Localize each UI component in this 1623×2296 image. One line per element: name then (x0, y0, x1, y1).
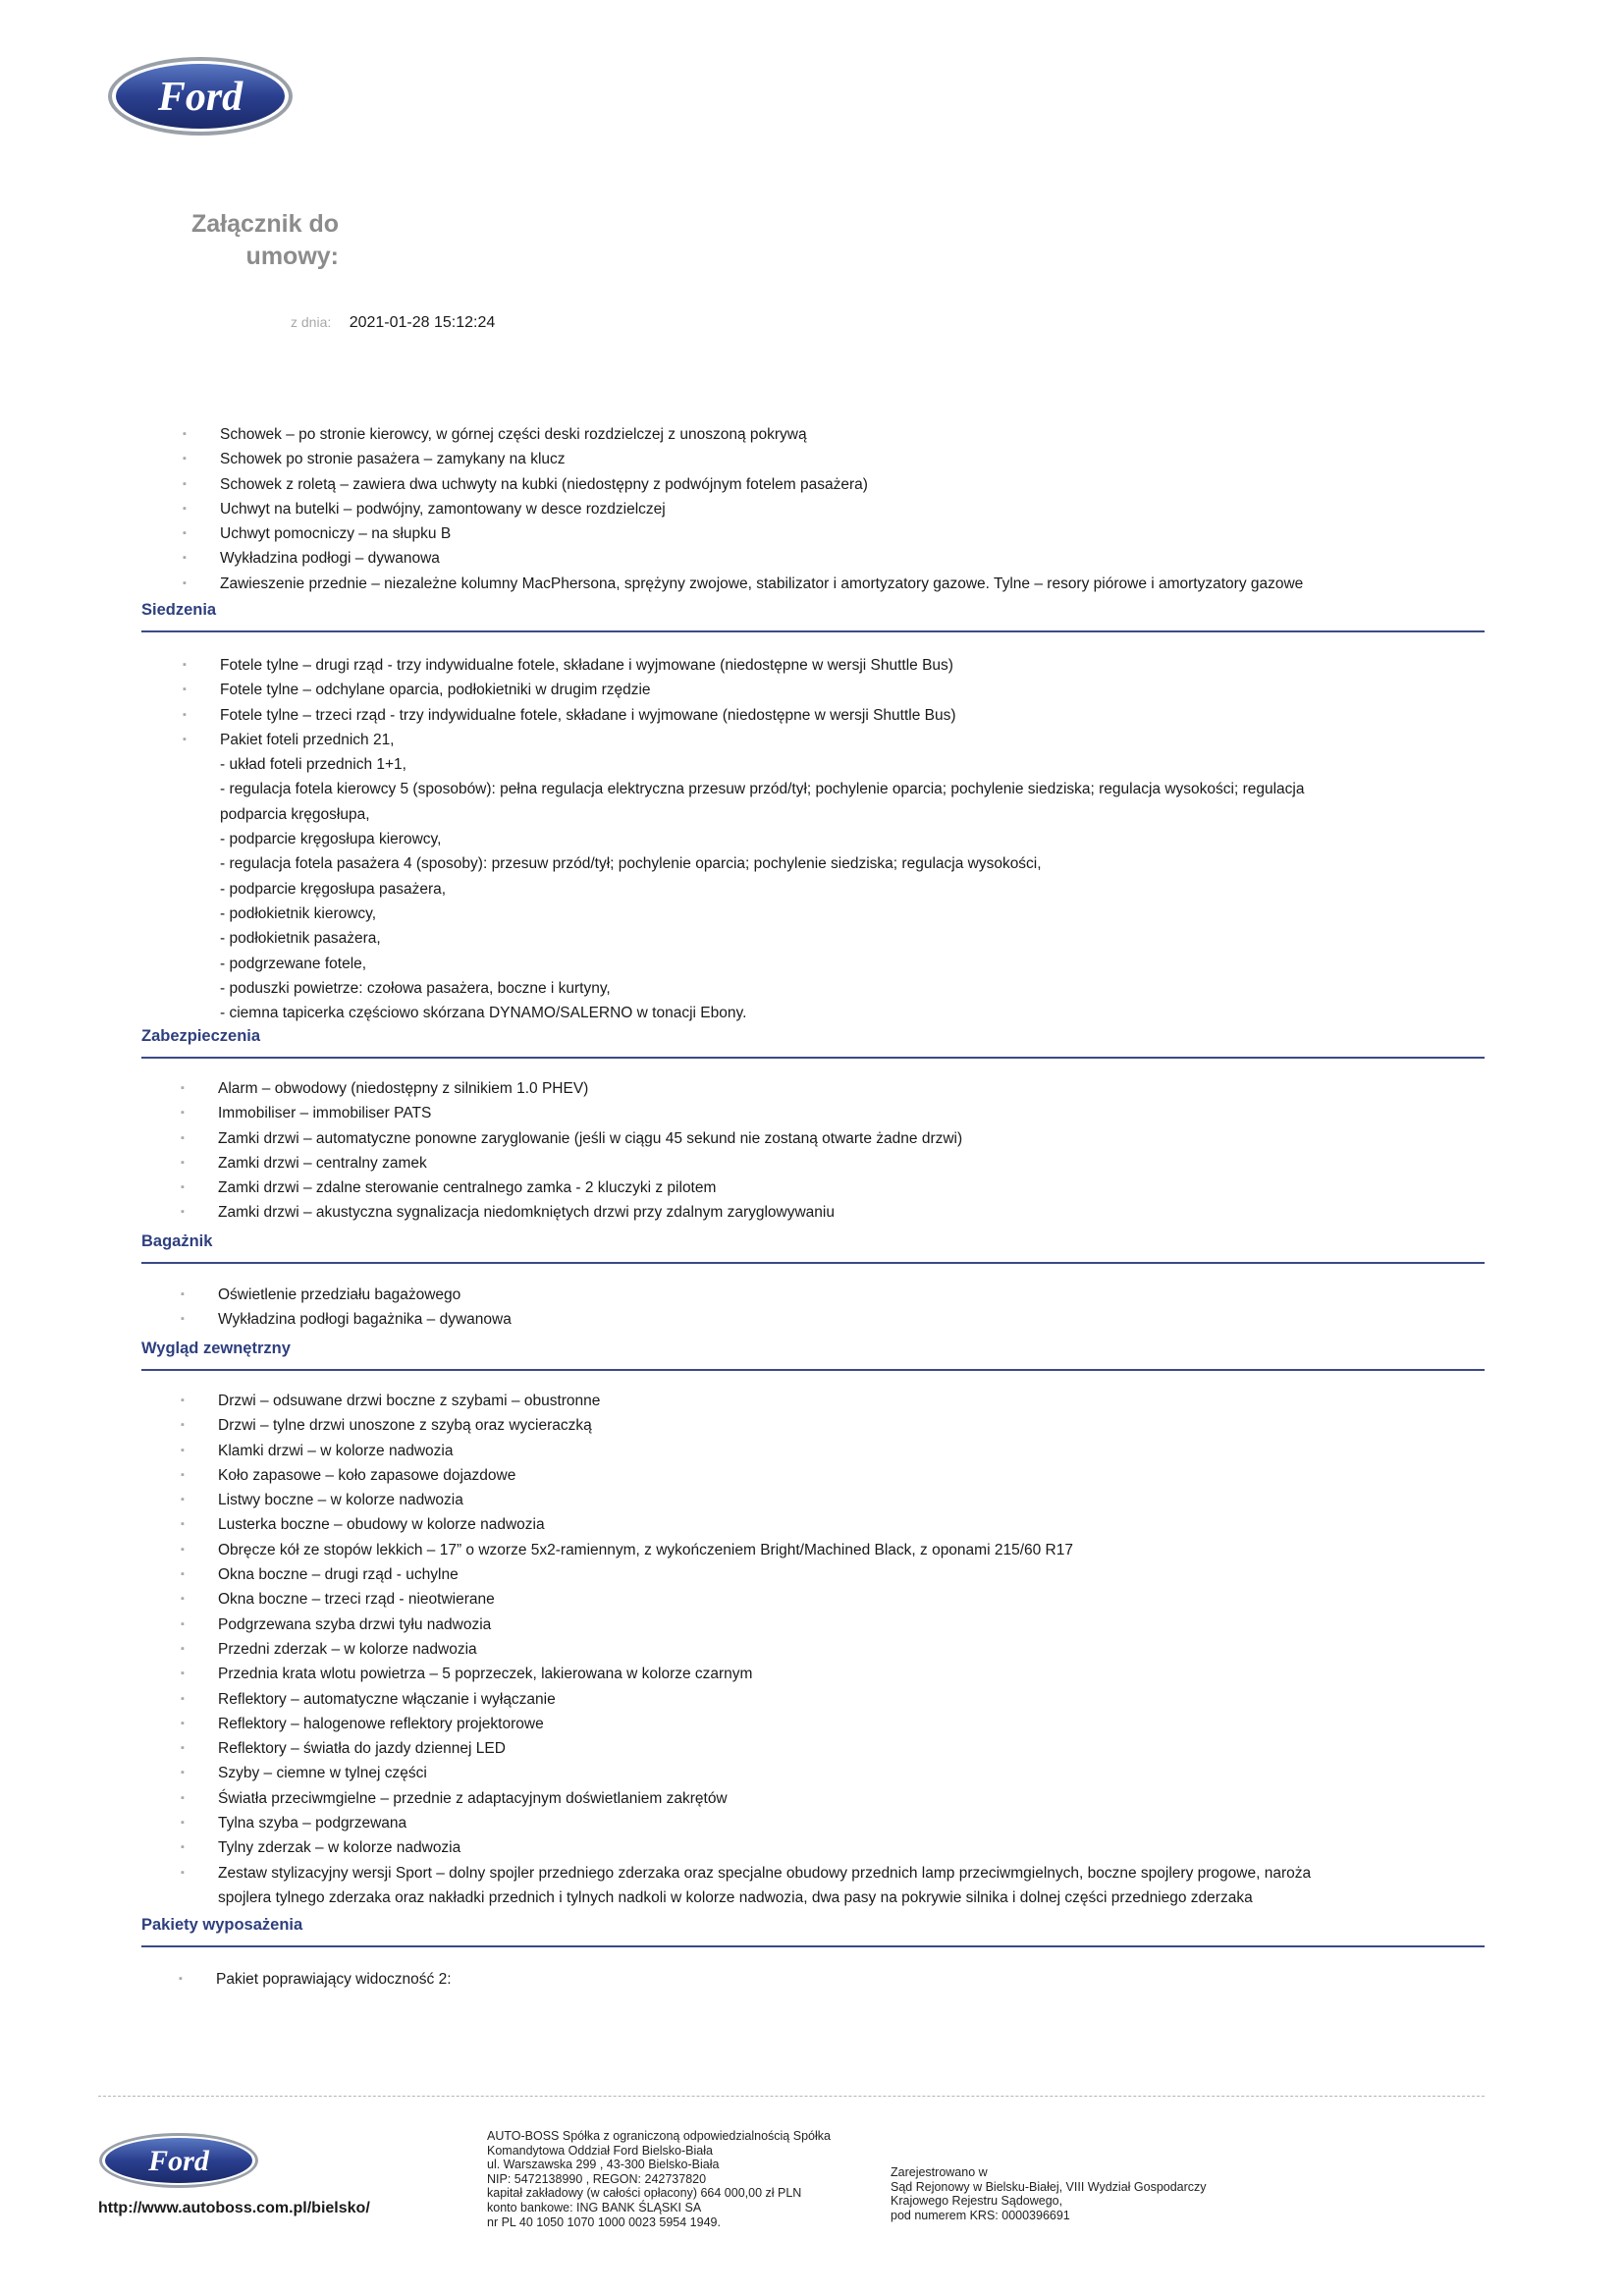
sub-item: - ciemna tapicerka częściowo skórzana DYNAMO/SALERNO w tonacji Ebony. (220, 1005, 747, 1022)
company-line: Komandytowa Oddział Ford Bielsko-Biała (487, 2143, 713, 2158)
list-item: ▪ Zawieszenie przednie – niezależne kolumny MacPhersona, sprężyny zwojowe, stabilizator i amortyzatory gazowe. Tylne – resory piórowe i amortyzatory gazowe (183, 572, 1303, 596)
list-item: ▪ Klamki drzwi – w kolorze nadwozia (181, 1439, 1311, 1463)
bagaznik-list (181, 1283, 512, 1333)
date-label: z dnia: (291, 314, 332, 330)
list-item: ▪ Podgrzewana szyba drzwi tyłu nadwozia (181, 1613, 1311, 1637)
list-item: ▪ Uchwyt pomocniczy – na słupku B (183, 521, 1303, 546)
list-item: ▪ Okna boczne – trzeci rząd - nieotwierane (181, 1587, 1311, 1612)
sub-item: - podparcie kręgosłupa pasażera, (220, 880, 447, 898)
section-divider (141, 1262, 1485, 1264)
list-item: ▪ Zamki drzwi – zdalne sterowanie centralnego zamka - 2 kluczyki z pilotem (181, 1175, 962, 1200)
list-item: ▪ Listwy boczne – w kolorze nadwozia (181, 1488, 1311, 1512)
svg-text:Ford: Ford (157, 75, 243, 120)
page-title: Załącznik do umowy: (190, 210, 339, 270)
list-item: ▪ Alarm – obwodowy (niedostępny z silnikiem 1.0 PHEV) (181, 1076, 962, 1101)
section-divider (141, 1369, 1485, 1371)
section-title-pakiety-wyposazenia: Pakiety wyposażenia (141, 1916, 303, 1934)
sub-item: - regulacja fotela kierowcy 5 (sposobów): pełna regulacja elektryczna przesuw przód/tył; pochylenie oparcia; pochylenie siedziska; regulacja wysokości; regulacja (220, 781, 1305, 798)
list-item: ▪ Fotele tylne – trzeci rząd - trzy indywidualne fotele, składane i wyjmowane (niedostępne w wersji Shuttle Bus) (183, 703, 1305, 728)
list-item: ▪ Koło zapasowe – koło zapasowe dojazdowe (181, 1463, 1311, 1488)
section-title-wyglad-zewnetrzny: Wygląd zewnętrzny (141, 1339, 291, 1357)
list-item: ▪ Pakiet poprawiający widoczność 2: (179, 1967, 452, 1992)
section-divider (141, 1057, 1485, 1059)
list-item: ▪ Wykładzina podłogi – dywanowa (183, 546, 1303, 571)
list-item: ▪ Uchwyt na butelki – podwójny, zamontowany w desce rozdzielczej (183, 497, 1303, 521)
list-item: ▪ Szyby – ciemne w tylnej części (181, 1761, 1311, 1785)
list-item: ▪ Immobiliser – immobiliser PATS (181, 1101, 962, 1125)
list-item: ▪ Światła przeciwmgielne – przednie z adaptacyjnym doświetlaniem zakrętów (181, 1786, 1311, 1811)
company-line: nr PL 40 1050 1070 1000 0023 5954 1949. (487, 2214, 721, 2229)
list-item: ▪ Zamki drzwi – automatyczne ponowne zaryglowanie (jeśli w ciągu 45 sekund nie zostaną otwarte żadne drzwi) (181, 1126, 962, 1151)
list-item: ▪ Reflektory – automatyczne włączanie i wyłączanie (181, 1687, 1311, 1712)
footer-ford-logo (98, 2132, 259, 2189)
list-item: ▪ Pakiet foteli przednich 21, (183, 728, 1305, 752)
list-item: ▪ Fotele tylne – odchylane oparcia, podłokietniki w drugim rzędzie (183, 678, 1305, 702)
ford-logo (106, 55, 295, 137)
date-value: 2021-01-28 15:12:24 (349, 314, 496, 331)
registry-line: Zarejestrowano w (891, 2165, 988, 2179)
section-divider (141, 1945, 1485, 1947)
sub-item: - poduszki powietrze: czołowa pasażera, boczne i kurtyny, (220, 979, 611, 997)
list-item: ▪ Okna boczne – drugi rząd - uchylne (181, 1562, 1311, 1587)
company-line: AUTO-BOSS Spółka z ograniczoną odpowiedzialnością Spółka (487, 2129, 831, 2143)
ford-oval-icon (98, 2132, 259, 2189)
list-item: ▪ Lusterka boczne – obudowy w kolorze nadwozia (181, 1512, 1311, 1537)
list-item: ▪ Drzwi – tylne drzwi unoszone z szybą oraz wycieraczką (181, 1413, 1311, 1438)
list-item: ▪ Zamki drzwi – centralny zamek (181, 1151, 962, 1175)
company-line: ul. Warszawska 299 , 43-300 Bielsko-Biała (487, 2158, 720, 2172)
company-line: kapitał zakładowy (w całości opłacony) 664 000,00 zł PLN (487, 2186, 802, 2201)
sub-item: - podparcie kręgosłupa kierowcy, (220, 831, 442, 848)
list-item-continuation: spojlera tylnego zderzaka oraz nakładki przednich i tylnych nadkoli w kolorze nadwozia, dwa pasy na pokrywie silnika i dolnej części przedniego zderzaka (218, 1888, 1253, 1906)
section-divider (141, 630, 1485, 632)
sub-item: - podgrzewane fotele, (220, 955, 367, 972)
list-item: ▪ Obręcze kół ze stopów lekkich – 17” o wzorze 5x2-ramiennym, z wykończeniem Bright/Machined Black, z oponami 215/60 R17 (181, 1538, 1311, 1562)
registry-line: Krajowego Rejestru Sądowego, (891, 2194, 1063, 2209)
list-item: ▪ Reflektory – światła do jazdy dziennej LED (181, 1736, 1311, 1761)
sub-item: podparcia kręgosłupa, (220, 805, 370, 823)
list-item: ▪ Schowek po stronie pasażera – zamykany na klucz (183, 447, 1303, 471)
sub-item: - układ foteli przednich 1+1, (220, 756, 406, 774)
list-item: ▪ Zestaw stylizacyjny wersji Sport – dolny spojler przedniego zderzaka oraz specjalne obudowy przednich lamp przeciwmgielnych, boczne spojlery progowe, naroża (181, 1861, 1311, 1886)
list-item: ▪ Schowek z roletą – zawiera dwa uchwyty na kubki (niedostępny z podwójnym fotelem pasażera) (183, 472, 1303, 497)
list-item: ▪ Schowek – po stronie kierowcy, w górnej części deski rozdzielczej z unoszoną pokrywą (183, 422, 1303, 447)
wyglad-zewnetrzny-list (181, 1389, 1311, 1910)
section-title-zabezpieczenia: Zabezpieczenia (141, 1027, 261, 1045)
pakiety-list (179, 1967, 452, 1992)
registry-line: pod numerem KRS: 0000396691 (891, 2208, 1070, 2222)
date-row (291, 314, 495, 332)
zabezpieczenia-list (181, 1076, 962, 1226)
svg-text:Ford: Ford (148, 2145, 209, 2177)
list-item: ▪ Przedni zderzak – w kolorze nadwozia (181, 1637, 1311, 1662)
list-item: ▪ Tylny zderzak – w kolorze nadwozia (181, 1835, 1311, 1860)
company-info (487, 2129, 831, 2229)
footer-divider (98, 2096, 1485, 2097)
list-item: ▪ Zamki drzwi – akustyczna sygnalizacja niedomkniętych drzwi przy zdalnym zaryglowywaniu (181, 1200, 962, 1225)
siedzenia-list (183, 653, 1305, 1025)
company-line: konto bankowe: ING BANK ŚLĄSKI SA (487, 2200, 702, 2214)
list-item: ▪ Oświetlenie przedziału bagażowego (181, 1283, 512, 1307)
list-item: ▪ Przednia krata wlotu powietrza – 5 poprzeczek, lakierowana w kolorze czarnym (181, 1662, 1311, 1686)
sub-item: - podłokietnik kierowcy, (220, 904, 377, 922)
list-item: ▪ Fotele tylne – drugi rząd - trzy indywidualne fotele, składane i wyjmowane (niedostępne w wersji Shuttle Bus) (183, 653, 1305, 678)
section-title-siedzenia: Siedzenia (141, 601, 217, 619)
section-title-bagaznik: Bagażnik (141, 1232, 213, 1250)
sub-item: - regulacja fotela pasażera 4 (sposoby): przesuw przód/tył; pochylenie oparcia; pochylenie siedziska; regulacja wysokości, (220, 855, 1042, 873)
ford-oval-icon (106, 55, 295, 137)
registry-line: Sąd Rejonowy w Bielsku-Białej, VIII Wydział Gospodarczy (891, 2179, 1207, 2194)
website-link[interactable]: http://www.autoboss.com.pl/bielsko/ (98, 2200, 370, 2216)
list-item: ▪ Tylna szyba – podgrzewana (181, 1811, 1311, 1835)
list-item: ▪ Reflektory – halogenowe reflektory projektorowe (181, 1712, 1311, 1736)
sub-item: - podłokietnik pasażera, (220, 930, 381, 948)
registry-info (891, 2165, 1207, 2222)
company-line: NIP: 5472138990 , REGON: 242737820 (487, 2171, 707, 2186)
list-item: ▪ Drzwi – odsuwane drzwi boczne z szybami – obustronne (181, 1389, 1311, 1413)
list-item: ▪ Wykładzina podłogi bagażnika – dywanowa (181, 1307, 512, 1332)
intro-list (183, 422, 1303, 596)
